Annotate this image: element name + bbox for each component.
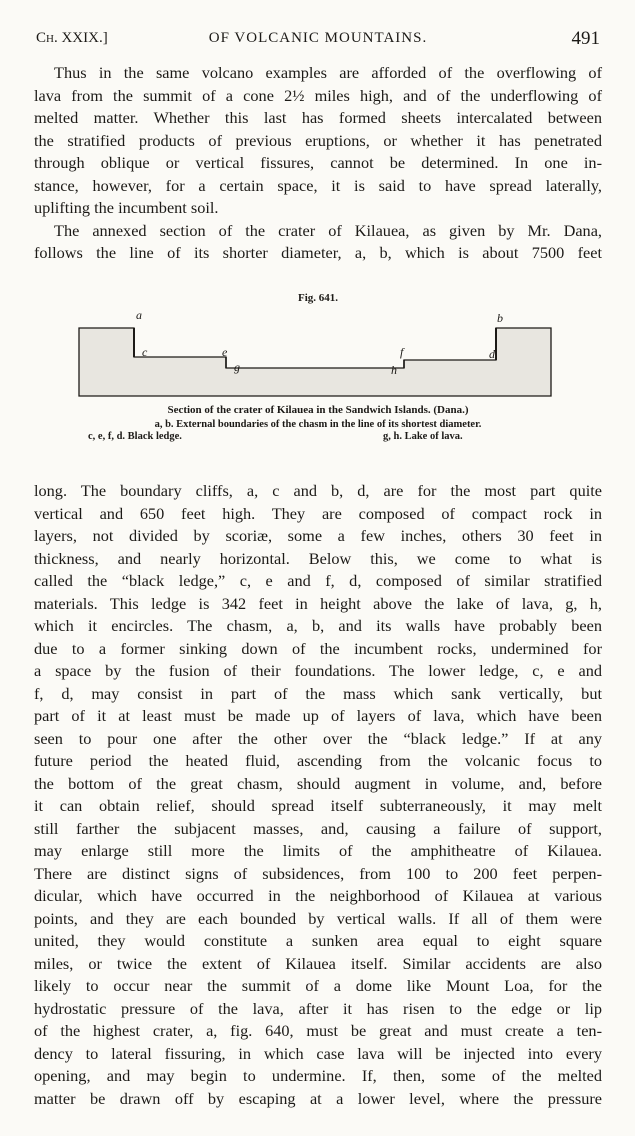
text-line: There are distinct signs of subsidences, from 100 to 200 feet perpen- [34,863,602,883]
label-h: h [391,363,397,377]
text-line: hydrostatic pressure of the lava, after it has risen to the edge or lip [34,998,602,1018]
text-line: which it encircles. The chasm, a, b, and its walls have probably been [34,616,602,635]
text-line: vertical and 650 feet high. They are composed of compact rock in [34,503,602,523]
text-line: part of it at least must be made up of layers of lava, which have been [34,706,602,725]
text-line: called the “black ledge,” c, e and f, d, composed of similar stratified [34,571,602,590]
text-line: opening, and may begin to undermine. If, then, some of the melted [34,1066,602,1085]
text-line: The annexed section of the crater of Kilauea, as given by Mr. Dana, [54,220,602,240]
label-e: e [222,345,228,359]
text-line: layers, not divided by scoriæ, some a few inches, others 30 feet in [34,526,602,545]
text-line: dicular, which have occurred in the neighborhood of Kilauea at various [34,886,602,905]
label-b: b [497,311,503,325]
text-line: seen to pour one after the other over the “black ledge.” If at any [34,728,602,748]
paragraph-top [34,62,602,265]
figure-title: Fig. 641. [297,292,339,304]
text-line: melted matter. Whether this last has formed sheets intercalated between [34,108,602,127]
label-f: f [400,345,404,359]
text-line: dency to lateral fissuring, in which case lava will be injected into every [34,1043,602,1063]
crater-section-diagram [34,292,602,404]
label-c: c [142,345,148,359]
text-line: a space by the fusion of their foundations. The lower ledge, c, e and [34,661,602,680]
text-line: future period the heated fluid, ascending from the volcanic focus to [34,751,602,770]
crater-profile [79,328,551,396]
figure-legend-gh: g, h. Lake of lava. [383,431,463,442]
text-line: thickness, and nearly horizontal. Below this, we come to what is [34,548,602,568]
text-line: materials. This ledge is 342 feet in height above the lake of lava, g, h, [34,593,602,613]
text-line: still farther the subjacent masses, and, causing a failure of support, [34,818,602,838]
text-line: the bottom of the great chasm, should augment in volume, and, before [34,773,602,793]
text-line: of the highest crater, a, fig. 640, must be great and must create a ten- [34,1021,602,1040]
text-line: through oblique or vertical fissures, cannot be determined. In one in- [34,153,602,172]
text-line: stance, however, for a certain space, it is said to have spread laterally, [34,175,602,195]
text-line: Thus in the same volcano examples are afforded of the overflowing of [54,63,602,82]
paragraph-bottom [34,480,602,1110]
figure-641 [34,292,602,462]
text-line: may enlarge still more the limits of the amphitheatre of Kilauea. [34,841,602,860]
text-line: it can obtain relief, should spread itself subterraneously, it may melt [34,796,602,815]
text-line: united, they would constitute a sunken area equal to eight square [34,931,602,950]
running-header [36,30,600,54]
text-line: miles, or twice the extent of Kilauea itself. Similar accidents are also [34,953,602,973]
figure-legend-ab: a, b. External boundaries of the chasm in the line of its shortest diameter. [154,419,482,430]
text-line: uplifting the incumbent soil. [34,198,219,217]
chapter-heading: Ch. XXIX.] [36,30,108,46]
label-g: g [234,360,240,374]
text-line: long. The boundary cliffs, a, c and b, d, are for the most part quite [34,481,602,500]
figure-caption: Section of the crater of Kilauea in the Sandwich Islands. (Dana.) [167,404,469,416]
running-title: OF VOLCANIC MOUNTAINS. [208,30,428,46]
figure-legend-cefd: c, e, f, d. Black ledge. [88,431,182,442]
text-line: likely to occur near the summit of a dome like Mount Loa, for the [34,976,602,995]
text-line: f, d, may consist in part of the mass which sank vertically, but [34,683,602,703]
text-line: points, and they are each bounded by vertical walls. If all of them were [34,908,602,928]
text-line: follows the line of its shorter diameter, a, b, which is about 7500 feet [34,243,602,262]
text-line: lava from the summit of a cone 2½ miles high, and of the underflowing of [34,85,602,105]
text-line: matter be drawn off by escaping at a lower level, where the pressure [34,1088,602,1108]
text-line: the stratified products of previous eruptions, or whether it has penetrated [34,130,602,150]
page-number: 491 [571,28,600,49]
label-d: d [489,347,495,361]
label-a: a [136,308,142,322]
text-line: due to a former sinking down of the incumbent rocks, undermined for [34,638,602,658]
